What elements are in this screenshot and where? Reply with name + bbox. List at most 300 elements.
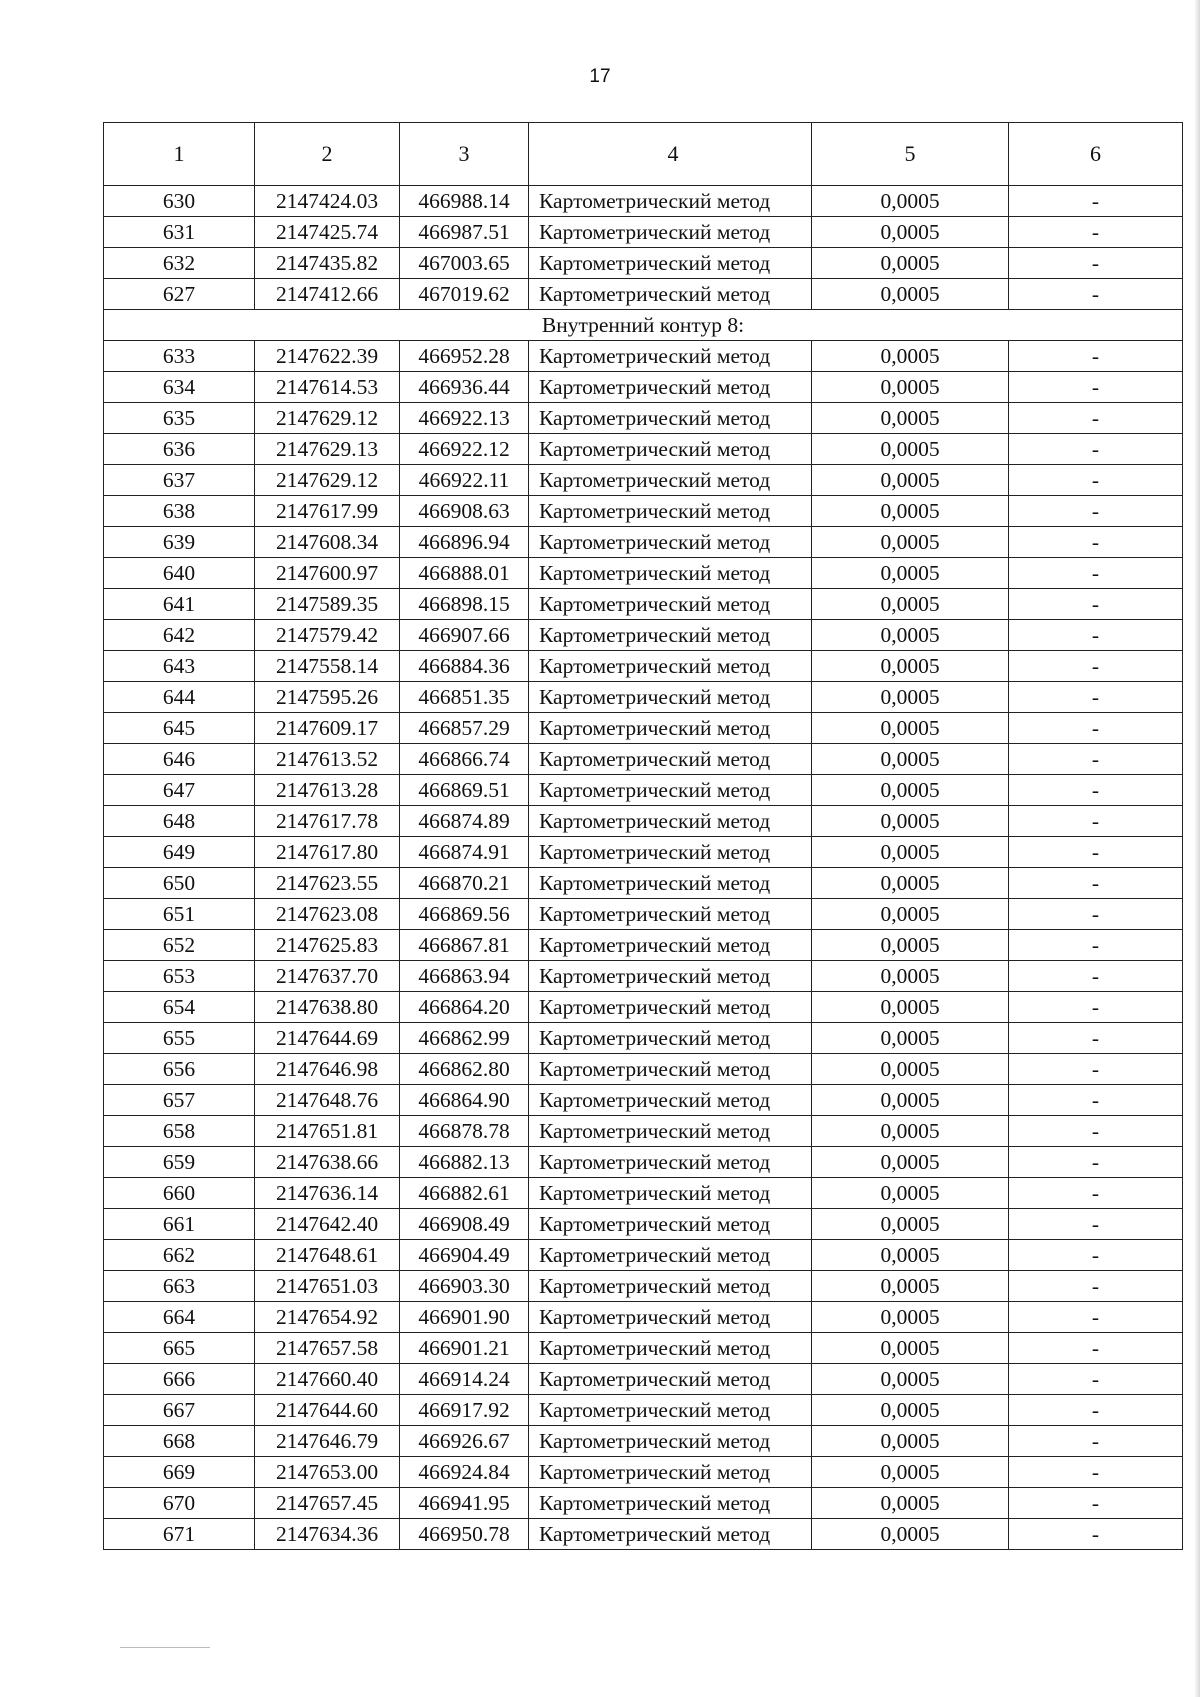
note-cell: - — [1009, 465, 1183, 496]
table-row — [104, 651, 1183, 682]
y-coordinate-cell: 466884.36 — [400, 651, 529, 682]
method-cell: Картометрический метод — [529, 1209, 812, 1240]
note-cell: - — [1009, 403, 1183, 434]
accuracy-cell: 0,0005 — [812, 527, 1009, 558]
method-cell: Картометрический метод — [529, 527, 812, 558]
table-row — [104, 713, 1183, 744]
method-cell: Картометрический метод — [529, 992, 812, 1023]
accuracy-cell: 0,0005 — [812, 868, 1009, 899]
method-cell: Картометрический метод — [529, 465, 812, 496]
table-row — [104, 1333, 1183, 1364]
accuracy-cell: 0,0005 — [812, 806, 1009, 837]
x-coordinate-cell: 2147617.78 — [255, 806, 400, 837]
table-row — [104, 1457, 1183, 1488]
y-coordinate-cell: 466863.94 — [400, 961, 529, 992]
y-coordinate-cell: 466864.90 — [400, 1085, 529, 1116]
accuracy-cell: 0,0005 — [812, 341, 1009, 372]
method-cell: Картометрический метод — [529, 1085, 812, 1116]
method-cell: Картометрический метод — [529, 1240, 812, 1271]
accuracy-cell: 0,0005 — [812, 217, 1009, 248]
table-row — [104, 1116, 1183, 1147]
coordinates-table — [103, 122, 1183, 1550]
note-cell: - — [1009, 1364, 1183, 1395]
accuracy-cell: 0,0005 — [812, 620, 1009, 651]
point-number-cell: 657 — [104, 1085, 255, 1116]
y-coordinate-cell: 466851.35 — [400, 682, 529, 713]
header-col-1: 1 — [104, 123, 255, 186]
scan-edge-shadow — [1194, 0, 1200, 1697]
point-number-cell: 658 — [104, 1116, 255, 1147]
y-coordinate-cell: 467019.62 — [400, 279, 529, 310]
header-col-6: 6 — [1009, 123, 1183, 186]
table-row — [104, 217, 1183, 248]
note-cell: - — [1009, 1457, 1183, 1488]
x-coordinate-cell: 2147608.34 — [255, 527, 400, 558]
x-coordinate-cell: 2147600.97 — [255, 558, 400, 589]
accuracy-cell: 0,0005 — [812, 1426, 1009, 1457]
x-coordinate-cell: 2147613.28 — [255, 775, 400, 806]
x-coordinate-cell: 2147595.26 — [255, 682, 400, 713]
accuracy-cell: 0,0005 — [812, 1240, 1009, 1271]
accuracy-cell: 0,0005 — [812, 961, 1009, 992]
table-header — [104, 123, 1183, 186]
table-row — [104, 992, 1183, 1023]
table-row — [104, 558, 1183, 589]
table-row — [104, 1364, 1183, 1395]
y-coordinate-cell: 466862.80 — [400, 1054, 529, 1085]
section-row — [104, 310, 1183, 341]
note-cell: - — [1009, 1147, 1183, 1178]
table-row — [104, 1519, 1183, 1550]
point-number-cell: 653 — [104, 961, 255, 992]
table-row — [104, 1054, 1183, 1085]
note-cell: - — [1009, 744, 1183, 775]
point-number-cell: 638 — [104, 496, 255, 527]
point-number-cell: 636 — [104, 434, 255, 465]
page-number: 17 — [589, 66, 611, 87]
x-coordinate-cell: 2147638.66 — [255, 1147, 400, 1178]
note-cell: - — [1009, 1116, 1183, 1147]
x-coordinate-cell: 2147644.60 — [255, 1395, 400, 1426]
y-coordinate-cell: 466907.66 — [400, 620, 529, 651]
point-number-cell: 649 — [104, 837, 255, 868]
accuracy-cell: 0,0005 — [812, 186, 1009, 217]
note-cell: - — [1009, 279, 1183, 310]
y-coordinate-cell: 466987.51 — [400, 217, 529, 248]
method-cell: Картометрический метод — [529, 1302, 812, 1333]
point-number-cell: 646 — [104, 744, 255, 775]
y-coordinate-cell: 466867.81 — [400, 930, 529, 961]
point-number-cell: 631 — [104, 217, 255, 248]
x-coordinate-cell: 2147646.79 — [255, 1426, 400, 1457]
note-cell: - — [1009, 496, 1183, 527]
x-coordinate-cell: 2147653.00 — [255, 1457, 400, 1488]
method-cell: Картометрический метод — [529, 868, 812, 899]
method-cell: Картометрический метод — [529, 558, 812, 589]
x-coordinate-cell: 2147657.58 — [255, 1333, 400, 1364]
y-coordinate-cell: 466864.20 — [400, 992, 529, 1023]
table-row — [104, 744, 1183, 775]
y-coordinate-cell: 466922.11 — [400, 465, 529, 496]
x-coordinate-cell: 2147629.12 — [255, 465, 400, 496]
method-cell: Картометрический метод — [529, 496, 812, 527]
x-coordinate-cell: 2147648.76 — [255, 1085, 400, 1116]
y-coordinate-cell: 466922.12 — [400, 434, 529, 465]
y-coordinate-cell: 466908.49 — [400, 1209, 529, 1240]
method-cell: Картометрический метод — [529, 1519, 812, 1550]
point-number-cell: 667 — [104, 1395, 255, 1426]
note-cell: - — [1009, 1023, 1183, 1054]
note-cell: - — [1009, 806, 1183, 837]
x-coordinate-cell: 2147648.61 — [255, 1240, 400, 1271]
table-row — [104, 1178, 1183, 1209]
table-row — [104, 806, 1183, 837]
point-number-cell: 647 — [104, 775, 255, 806]
point-number-cell: 632 — [104, 248, 255, 279]
y-coordinate-cell: 466901.21 — [400, 1333, 529, 1364]
accuracy-cell: 0,0005 — [812, 682, 1009, 713]
method-cell: Картометрический метод — [529, 1426, 812, 1457]
accuracy-cell: 0,0005 — [812, 1023, 1009, 1054]
note-cell: - — [1009, 1178, 1183, 1209]
accuracy-cell: 0,0005 — [812, 1488, 1009, 1519]
x-coordinate-cell: 2147636.14 — [255, 1178, 400, 1209]
y-coordinate-cell: 466862.99 — [400, 1023, 529, 1054]
header-row — [104, 123, 1183, 186]
accuracy-cell: 0,0005 — [812, 651, 1009, 682]
table-row — [104, 620, 1183, 651]
y-coordinate-cell: 466869.51 — [400, 775, 529, 806]
y-coordinate-cell: 466874.89 — [400, 806, 529, 837]
note-cell: - — [1009, 1271, 1183, 1302]
method-cell: Картометрический метод — [529, 961, 812, 992]
y-coordinate-cell: 466914.24 — [400, 1364, 529, 1395]
y-coordinate-cell: 466869.56 — [400, 899, 529, 930]
method-cell: Картометрический метод — [529, 837, 812, 868]
y-coordinate-cell: 466908.63 — [400, 496, 529, 527]
method-cell: Картометрический метод — [529, 651, 812, 682]
note-cell: - — [1009, 1426, 1183, 1457]
x-coordinate-cell: 2147651.03 — [255, 1271, 400, 1302]
point-number-cell: 655 — [104, 1023, 255, 1054]
accuracy-cell: 0,0005 — [812, 744, 1009, 775]
method-cell: Картометрический метод — [529, 682, 812, 713]
accuracy-cell: 0,0005 — [812, 1147, 1009, 1178]
note-cell: - — [1009, 341, 1183, 372]
accuracy-cell: 0,0005 — [812, 403, 1009, 434]
note-cell: - — [1009, 589, 1183, 620]
table-row — [104, 186, 1183, 217]
method-cell: Картометрический метод — [529, 1147, 812, 1178]
y-coordinate-cell: 466888.01 — [400, 558, 529, 589]
y-coordinate-cell: 466952.28 — [400, 341, 529, 372]
x-coordinate-cell: 2147435.82 — [255, 248, 400, 279]
x-coordinate-cell: 2147609.17 — [255, 713, 400, 744]
table-row — [104, 248, 1183, 279]
note-cell: - — [1009, 930, 1183, 961]
accuracy-cell: 0,0005 — [812, 1333, 1009, 1364]
y-coordinate-cell: 466866.74 — [400, 744, 529, 775]
header-col-3: 3 — [400, 123, 529, 186]
point-number-cell: 648 — [104, 806, 255, 837]
method-cell: Картометрический метод — [529, 1364, 812, 1395]
accuracy-cell: 0,0005 — [812, 1178, 1009, 1209]
table-row — [104, 682, 1183, 713]
method-cell: Картометрический метод — [529, 1333, 812, 1364]
y-coordinate-cell: 466904.49 — [400, 1240, 529, 1271]
x-coordinate-cell: 2147642.40 — [255, 1209, 400, 1240]
x-coordinate-cell: 2147660.40 — [255, 1364, 400, 1395]
y-coordinate-cell: 466901.90 — [400, 1302, 529, 1333]
table-row — [104, 1488, 1183, 1519]
note-cell: - — [1009, 1488, 1183, 1519]
table-row — [104, 899, 1183, 930]
note-cell: - — [1009, 217, 1183, 248]
accuracy-cell: 0,0005 — [812, 930, 1009, 961]
footer-mark — [120, 1647, 210, 1648]
accuracy-cell: 0,0005 — [812, 589, 1009, 620]
note-cell: - — [1009, 992, 1183, 1023]
point-number-cell: 660 — [104, 1178, 255, 1209]
accuracy-cell: 0,0005 — [812, 1054, 1009, 1085]
accuracy-cell: 0,0005 — [812, 1519, 1009, 1550]
method-cell: Картометрический метод — [529, 434, 812, 465]
point-number-cell: 663 — [104, 1271, 255, 1302]
accuracy-cell: 0,0005 — [812, 1085, 1009, 1116]
method-cell: Картометрический метод — [529, 341, 812, 372]
accuracy-cell: 0,0005 — [812, 1364, 1009, 1395]
note-cell: - — [1009, 682, 1183, 713]
method-cell: Картометрический метод — [529, 806, 812, 837]
point-number-cell: 645 — [104, 713, 255, 744]
accuracy-cell: 0,0005 — [812, 775, 1009, 806]
table-row — [104, 837, 1183, 868]
table-row — [104, 1023, 1183, 1054]
table-row — [104, 868, 1183, 899]
method-cell: Картометрический метод — [529, 248, 812, 279]
method-cell: Картометрический метод — [529, 217, 812, 248]
y-coordinate-cell: 466878.78 — [400, 1116, 529, 1147]
table-row — [104, 496, 1183, 527]
note-cell: - — [1009, 527, 1183, 558]
accuracy-cell: 0,0005 — [812, 1457, 1009, 1488]
table-row — [104, 1240, 1183, 1271]
point-number-cell: 665 — [104, 1333, 255, 1364]
point-number-cell: 642 — [104, 620, 255, 651]
table-row — [104, 527, 1183, 558]
x-coordinate-cell: 2147654.92 — [255, 1302, 400, 1333]
header-col-2: 2 — [255, 123, 400, 186]
method-cell: Картометрический метод — [529, 1116, 812, 1147]
table-row — [104, 279, 1183, 310]
table-row — [104, 1395, 1183, 1426]
point-number-cell: 656 — [104, 1054, 255, 1085]
x-coordinate-cell: 2147614.53 — [255, 372, 400, 403]
point-number-cell: 671 — [104, 1519, 255, 1550]
note-cell: - — [1009, 868, 1183, 899]
y-coordinate-cell: 466882.13 — [400, 1147, 529, 1178]
note-cell: - — [1009, 1519, 1183, 1550]
x-coordinate-cell: 2147625.83 — [255, 930, 400, 961]
accuracy-cell: 0,0005 — [812, 1302, 1009, 1333]
table-row — [104, 589, 1183, 620]
x-coordinate-cell: 2147424.03 — [255, 186, 400, 217]
method-cell: Картометрический метод — [529, 775, 812, 806]
y-coordinate-cell: 467003.65 — [400, 248, 529, 279]
note-cell: - — [1009, 1333, 1183, 1364]
point-number-cell: 652 — [104, 930, 255, 961]
x-coordinate-cell: 2147629.12 — [255, 403, 400, 434]
point-number-cell: 664 — [104, 1302, 255, 1333]
method-cell: Картометрический метод — [529, 1178, 812, 1209]
accuracy-cell: 0,0005 — [812, 558, 1009, 589]
table-row — [104, 372, 1183, 403]
y-coordinate-cell: 466882.61 — [400, 1178, 529, 1209]
note-cell: - — [1009, 1209, 1183, 1240]
table-row — [104, 775, 1183, 806]
y-coordinate-cell: 466898.15 — [400, 589, 529, 620]
point-number-cell: 668 — [104, 1426, 255, 1457]
x-coordinate-cell: 2147412.66 — [255, 279, 400, 310]
point-number-cell: 659 — [104, 1147, 255, 1178]
x-coordinate-cell: 2147425.74 — [255, 217, 400, 248]
y-coordinate-cell: 466874.91 — [400, 837, 529, 868]
point-number-cell: 670 — [104, 1488, 255, 1519]
accuracy-cell: 0,0005 — [812, 1209, 1009, 1240]
table-row — [104, 961, 1183, 992]
x-coordinate-cell: 2147644.69 — [255, 1023, 400, 1054]
note-cell: - — [1009, 837, 1183, 868]
x-coordinate-cell: 2147623.08 — [255, 899, 400, 930]
point-number-cell: 643 — [104, 651, 255, 682]
x-coordinate-cell: 2147634.36 — [255, 1519, 400, 1550]
point-number-cell: 634 — [104, 372, 255, 403]
x-coordinate-cell: 2147623.55 — [255, 868, 400, 899]
x-coordinate-cell: 2147629.13 — [255, 434, 400, 465]
note-cell: - — [1009, 1054, 1183, 1085]
y-coordinate-cell: 466988.14 — [400, 186, 529, 217]
x-coordinate-cell: 2147558.14 — [255, 651, 400, 682]
point-number-cell: 666 — [104, 1364, 255, 1395]
method-cell: Картометрический метод — [529, 1054, 812, 1085]
accuracy-cell: 0,0005 — [812, 1116, 1009, 1147]
y-coordinate-cell: 466896.94 — [400, 527, 529, 558]
header-col-5: 5 — [812, 123, 1009, 186]
note-cell: - — [1009, 434, 1183, 465]
point-number-cell: 627 — [104, 279, 255, 310]
y-coordinate-cell: 466903.30 — [400, 1271, 529, 1302]
accuracy-cell: 0,0005 — [812, 465, 1009, 496]
accuracy-cell: 0,0005 — [812, 837, 1009, 868]
note-cell: - — [1009, 558, 1183, 589]
method-cell: Картометрический метод — [529, 744, 812, 775]
y-coordinate-cell: 466922.13 — [400, 403, 529, 434]
note-cell: - — [1009, 620, 1183, 651]
y-coordinate-cell: 466950.78 — [400, 1519, 529, 1550]
point-number-cell: 637 — [104, 465, 255, 496]
note-cell: - — [1009, 1395, 1183, 1426]
note-cell: - — [1009, 961, 1183, 992]
point-number-cell: 650 — [104, 868, 255, 899]
method-cell: Картометрический метод — [529, 1488, 812, 1519]
accuracy-cell: 0,0005 — [812, 1271, 1009, 1302]
y-coordinate-cell: 466926.67 — [400, 1426, 529, 1457]
point-number-cell: 654 — [104, 992, 255, 1023]
y-coordinate-cell: 466857.29 — [400, 713, 529, 744]
method-cell: Картометрический метод — [529, 620, 812, 651]
x-coordinate-cell: 2147638.80 — [255, 992, 400, 1023]
accuracy-cell: 0,0005 — [812, 434, 1009, 465]
table-row — [104, 1271, 1183, 1302]
note-cell: - — [1009, 899, 1183, 930]
x-coordinate-cell: 2147637.70 — [255, 961, 400, 992]
method-cell: Картометрический метод — [529, 279, 812, 310]
table-row — [104, 1426, 1183, 1457]
note-cell: - — [1009, 651, 1183, 682]
point-number-cell: 641 — [104, 589, 255, 620]
x-coordinate-cell: 2147617.80 — [255, 837, 400, 868]
x-coordinate-cell: 2147622.39 — [255, 341, 400, 372]
x-coordinate-cell: 2147651.81 — [255, 1116, 400, 1147]
table-row — [104, 465, 1183, 496]
accuracy-cell: 0,0005 — [812, 496, 1009, 527]
accuracy-cell: 0,0005 — [812, 1395, 1009, 1426]
y-coordinate-cell: 466936.44 — [400, 372, 529, 403]
point-number-cell: 630 — [104, 186, 255, 217]
note-cell: - — [1009, 186, 1183, 217]
table-row — [104, 341, 1183, 372]
section-title: Внутренний контур 8: — [104, 310, 1183, 341]
table-body — [104, 186, 1183, 1550]
accuracy-cell: 0,0005 — [812, 372, 1009, 403]
table-row — [104, 1085, 1183, 1116]
note-cell: - — [1009, 1085, 1183, 1116]
y-coordinate-cell: 466941.95 — [400, 1488, 529, 1519]
note-cell: - — [1009, 1240, 1183, 1271]
method-cell: Картометрический метод — [529, 930, 812, 961]
note-cell: - — [1009, 775, 1183, 806]
x-coordinate-cell: 2147579.42 — [255, 620, 400, 651]
point-number-cell: 633 — [104, 341, 255, 372]
accuracy-cell: 0,0005 — [812, 713, 1009, 744]
point-number-cell: 651 — [104, 899, 255, 930]
x-coordinate-cell: 2147657.45 — [255, 1488, 400, 1519]
table-row — [104, 1209, 1183, 1240]
method-cell: Картометрический метод — [529, 403, 812, 434]
accuracy-cell: 0,0005 — [812, 992, 1009, 1023]
point-number-cell: 639 — [104, 527, 255, 558]
method-cell: Картометрический метод — [529, 1395, 812, 1426]
x-coordinate-cell: 2147613.52 — [255, 744, 400, 775]
point-number-cell: 661 — [104, 1209, 255, 1240]
note-cell: - — [1009, 248, 1183, 279]
method-cell: Картометрический метод — [529, 1023, 812, 1054]
x-coordinate-cell: 2147646.98 — [255, 1054, 400, 1085]
method-cell: Картометрический метод — [529, 713, 812, 744]
table-row — [104, 1147, 1183, 1178]
y-coordinate-cell: 466924.84 — [400, 1457, 529, 1488]
y-coordinate-cell: 466870.21 — [400, 868, 529, 899]
accuracy-cell: 0,0005 — [812, 899, 1009, 930]
x-coordinate-cell: 2147617.99 — [255, 496, 400, 527]
note-cell: - — [1009, 713, 1183, 744]
table-row — [104, 1302, 1183, 1333]
accuracy-cell: 0,0005 — [812, 279, 1009, 310]
point-number-cell: 669 — [104, 1457, 255, 1488]
table-row — [104, 434, 1183, 465]
y-coordinate-cell: 466917.92 — [400, 1395, 529, 1426]
point-number-cell: 644 — [104, 682, 255, 713]
